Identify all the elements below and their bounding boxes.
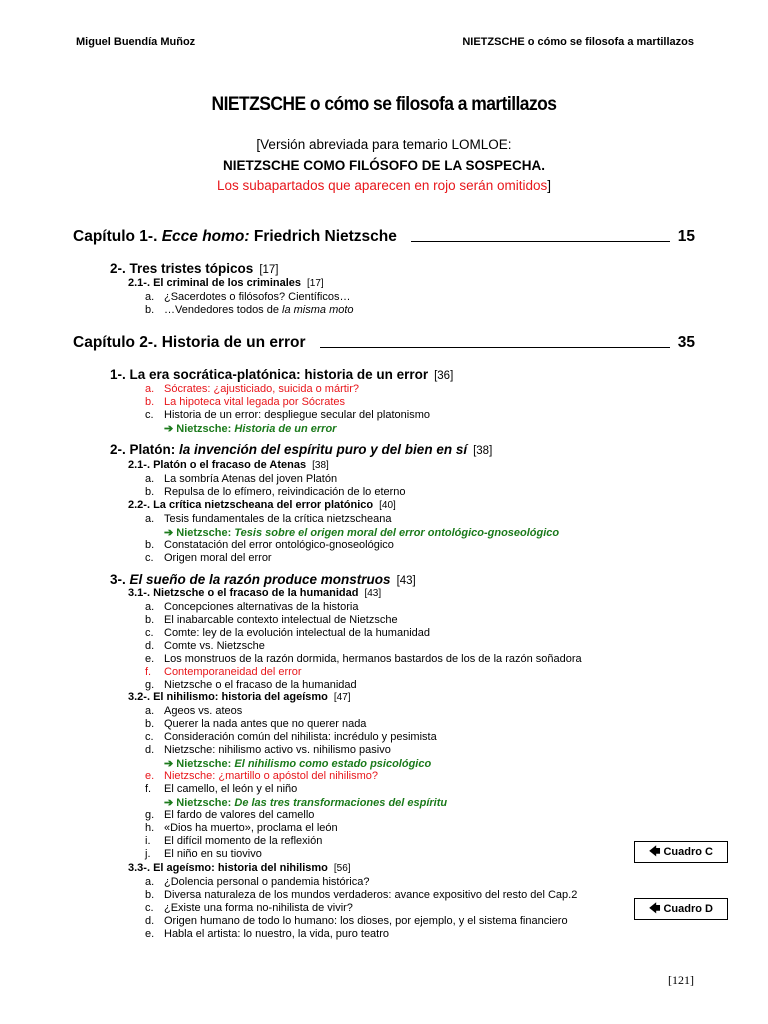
list-item-omitted: e. Nietzsche: ¿martillo o apóstol del nihilismo? — [145, 770, 378, 782]
list-item-omitted: f. Contemporaneidad del error — [145, 666, 302, 678]
list-item: d. Comte vs. Nietzsche — [145, 640, 265, 652]
list-item: c. Origen moral del error — [145, 552, 272, 564]
document-title: NIETZSCHE o cómo se filosofa a martillazos — [211, 94, 557, 115]
list-item: i. El difícil momento de la reflexión — [145, 835, 323, 847]
subsection-fracaso-humanidad[interactable]: 3.1-. Nietzsche o el fracaso de la humanidad [43] — [128, 587, 382, 599]
list-item: j. El niño en su tiovivo — [145, 848, 262, 860]
list-item: g. Nietzsche o el fracaso de la humanidad — [145, 679, 357, 691]
list-item: a. Concepciones alternativas de la historia — [145, 601, 359, 613]
page-number: [121] — [668, 973, 694, 987]
list-item: a. ¿Dolencia personal o pandemia histórica? — [145, 876, 370, 888]
list-item: h. «Dios ha muerto», proclama el león — [145, 822, 338, 834]
header-author: Miguel Buendía Muñoz — [76, 36, 196, 48]
cuadro-d-button[interactable]: 🡄 Cuadro D — [634, 898, 728, 920]
list-item: c. ¿Existe una forma no-nihilista de vivir? — [145, 902, 353, 914]
nietzsche-text-link[interactable]: ➔ Nietzsche: Historia de un error — [164, 423, 337, 435]
chapter-1-page: 15 — [677, 228, 695, 245]
subtitle-line-2: NIETZSCHE COMO FILÓSOFO DE LA SOSPECHA. — [222, 158, 546, 173]
list-item-omitted: b. La hipoteca vital legada por Sócrates — [145, 396, 346, 408]
list-item: c. Comte: ley de la evolución intelectual de la humanidad — [145, 627, 430, 639]
list-item: e. Los monstruos de la razón dormida, hermanos bastardos de los de la razón soñadora — [145, 653, 582, 665]
list-item: a. Tesis fundamentales de la crítica nietzscheana — [145, 513, 392, 525]
list-item: c. Consideración común del nihilista: incrédulo y pesimista — [145, 731, 437, 743]
list-item: c. Historia de un error: despliegue secular del platonismo — [145, 409, 430, 421]
list-item: g. El fardo de valores del camello — [145, 809, 315, 821]
section-platon[interactable]: 2-. Platón: la invención del espíritu puro y del bien en sí [38] — [110, 442, 493, 457]
subsection-nihilismo[interactable]: 3.2-. El nihilismo: historia del ageísmo [47] — [128, 691, 351, 703]
list-item: b. Repulsa de lo efímero, reivindicación de lo eterno — [145, 486, 406, 498]
list-item: d. Origen humano de todo lo humano: los dioses, por ejemplo, y el sistema financiero — [145, 915, 568, 927]
list-item-omitted: a. Sócrates: ¿ajusticiado, suicida o mártir? — [145, 383, 360, 395]
cuadro-c-button[interactable]: 🡄 Cuadro C — [634, 841, 728, 863]
section-tres-tristes-topicos[interactable]: 2-. Tres tristes tópicos [17] — [110, 261, 279, 276]
arrow-icon: ➔ — [164, 758, 174, 770]
chapter-1-heading[interactable]: Capítulo 1-. Ecce homo: Friedrich Nietzsche 15 — [73, 228, 695, 245]
list-item: a. ¿Sacerdotes o filósofos? Científicos… — [145, 291, 351, 303]
leader-line — [411, 240, 670, 242]
list-item: b. …Vendedores todos de la misma moto — [145, 304, 354, 316]
list-item: b. Querer la nada antes que no querer nada — [145, 718, 367, 730]
chapter-2-page: 35 — [677, 334, 695, 351]
list-item: b. Diversa naturaleza de los mundos verdaderos: avance expositivo del resto del Cap.2 — [145, 889, 578, 901]
list-item: e. Habla el artista: lo nuestro, la vida, puro teatro — [145, 928, 390, 940]
omitted-note: Los subapartados que aparecen en rojo serán omitidos — [217, 178, 548, 193]
section-era-socratica[interactable]: 1-. La era socrática-platónica: historia de un error [36] — [110, 367, 454, 382]
nietzsche-text-link[interactable]: ➔ Nietzsche: De las tres transformaciones del espíritu — [164, 797, 448, 809]
arrow-icon: ➔ — [164, 797, 174, 809]
subsection-ageismo[interactable]: 3.3-. El ageísmo: historia del nihilismo [56] — [128, 862, 351, 874]
list-item: b. El inabarcable contexto intelectual de Nietzsche — [145, 614, 398, 626]
section-sueno-razon[interactable]: 3-. El sueño de la razón produce monstruos [43] — [110, 572, 416, 587]
header-running-title: NIETZSCHE o cómo se filosofa a martillazos — [462, 36, 694, 48]
list-item: d. Nietzsche: nihilismo activo vs. nihilismo pasivo — [145, 744, 391, 756]
list-item: a. La sombría Atenas del joven Platón — [145, 473, 338, 485]
list-item: a. Ageos vs. ateos — [145, 705, 243, 717]
leader-line — [320, 346, 670, 348]
list-item: f. El camello, el león y el niño — [145, 783, 298, 795]
list-item: b. Constatación del error ontológico-gnoseológico — [145, 539, 394, 551]
subsection-criminal[interactable]: 2.1-. El criminal de los criminales [17] — [128, 277, 324, 289]
subsection-critica[interactable]: 2.2-. La crítica nietzscheana del error platónico [40] — [128, 499, 396, 511]
nietzsche-text-link[interactable]: ➔ Nietzsche: El nihilismo como estado psicológico — [164, 758, 432, 770]
subsection-platon-atenas[interactable]: 2.1-. Platón o el fracaso de Atenas [38] — [128, 459, 329, 471]
arrow-icon: ➔ — [164, 527, 174, 539]
nietzsche-text-link[interactable]: ➔ Nietzsche: Tesis sobre el origen moral del error ontológico-gnoseológico — [164, 527, 560, 539]
subtitle-line-1: [Versión abreviada para temario LOMLOE: — [256, 137, 512, 152]
chapter-2-heading[interactable]: Capítulo 2-. Historia de un error 35 — [73, 334, 695, 351]
arrow-icon: ➔ — [164, 423, 174, 435]
subtitle-line-3: Los subapartados que aparecen en rojo serán omitidos] — [217, 178, 551, 193]
